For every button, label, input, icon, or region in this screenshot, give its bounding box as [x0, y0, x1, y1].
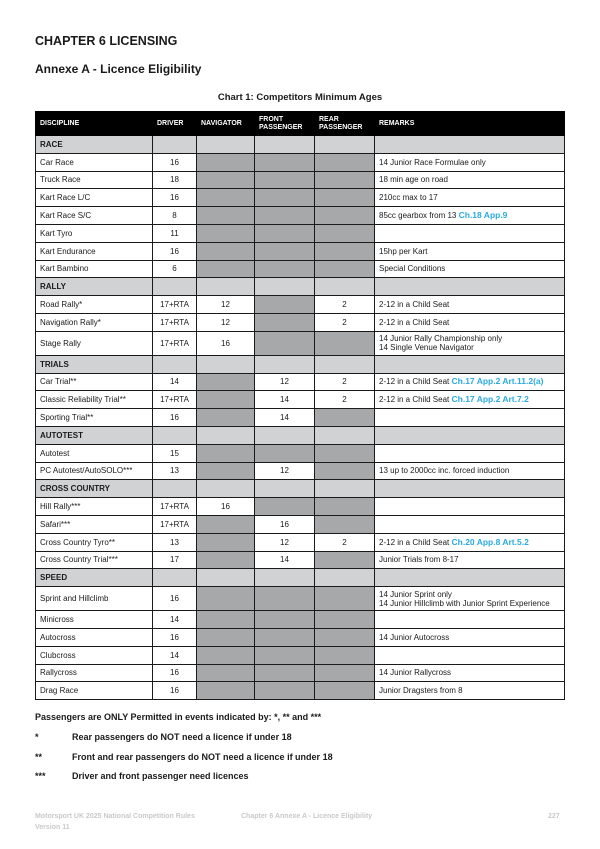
navigator-cell-not-applicable: [197, 224, 255, 242]
front-passenger-cell-not-applicable: [255, 444, 315, 462]
section-empty-cell: [375, 278, 565, 296]
section-empty-cell: [315, 426, 375, 444]
note-text: Front and rear passengers do NOT need a licence if under 18: [72, 752, 333, 762]
navigator-cell-not-applicable: [197, 682, 255, 700]
rear-passenger-cell-not-applicable: [315, 646, 375, 664]
section-empty-cell: [197, 278, 255, 296]
table-row: [36, 515, 565, 533]
rear-passenger-cell-not-applicable: [315, 498, 375, 516]
navigator-cell-not-applicable: [197, 664, 255, 682]
remarks-cell: [375, 224, 565, 242]
table-row: [36, 224, 565, 242]
remarks-cell: [375, 587, 565, 611]
note-item: [35, 771, 249, 781]
navigator-cell-not-applicable: [197, 409, 255, 427]
discipline-cell: PC Autotest/AutoSOLO***: [36, 462, 153, 480]
remarks-text: 15hp per Kart: [379, 246, 428, 256]
table-row: [36, 296, 565, 314]
navigator-cell-not-applicable: [197, 171, 255, 189]
navigator-cell-not-applicable: [197, 646, 255, 664]
section-empty-cell: [255, 480, 315, 498]
discipline-cell: Truck Race: [36, 171, 153, 189]
note-text: Rear passengers do NOT need a licence if under 18: [72, 732, 292, 742]
remarks-cell: [375, 391, 565, 409]
navigator-cell-not-applicable: [197, 551, 255, 569]
navigator-cell: 16: [197, 498, 255, 516]
rear-passenger-cell-not-applicable: [315, 444, 375, 462]
discipline-cell: Autocross: [36, 628, 153, 646]
remarks-cell: [375, 331, 565, 355]
notes-heading: Passengers are ONLY Permitted in events indicated by: *, ** and ***: [35, 712, 322, 722]
driver-cell: 16: [153, 242, 197, 260]
discipline-cell: Hill Rally***: [36, 498, 153, 516]
discipline-cell: Sprint and Hillclimb: [36, 587, 153, 611]
remarks-text: 2-12 in a Child Seat: [379, 377, 452, 387]
front-passenger-cell-not-applicable: [255, 628, 315, 646]
table-row: [36, 391, 565, 409]
front-passenger-cell-not-applicable: [255, 153, 315, 171]
rear-passenger-cell-not-applicable: [315, 611, 375, 629]
driver-cell: 11: [153, 224, 197, 242]
table-row: [36, 189, 565, 207]
section-empty-cell: [375, 569, 565, 587]
section-empty-cell: [375, 136, 565, 154]
rear-passenger-cell: 2: [315, 296, 375, 314]
driver-cell: 14: [153, 373, 197, 391]
section-empty-cell: [315, 136, 375, 154]
remarks-cell: [375, 682, 565, 700]
navigator-cell: 16: [197, 331, 255, 355]
navigator-cell-not-applicable: [197, 260, 255, 278]
remarks-line: 14 Junior Hillclimb with Junior Sprint Experience: [379, 598, 550, 608]
navigator-cell-not-applicable: [197, 189, 255, 207]
section-row: [36, 569, 565, 587]
rear-passenger-cell-not-applicable: [315, 628, 375, 646]
navigator-cell-not-applicable: [197, 628, 255, 646]
driver-cell: 16: [153, 628, 197, 646]
remarks-cell: [375, 373, 565, 391]
section-label: RACE: [36, 136, 153, 154]
front-passenger-cell-not-applicable: [255, 224, 315, 242]
rear-passenger-cell: 2: [315, 313, 375, 331]
driver-cell: 14: [153, 646, 197, 664]
table-row: [36, 587, 565, 611]
table-row: [36, 498, 565, 516]
header-remarks: REMARKS: [375, 112, 565, 136]
rear-passenger-cell-not-applicable: [315, 682, 375, 700]
table-row: [36, 682, 565, 700]
driver-cell: 15: [153, 444, 197, 462]
remarks-cell: [375, 171, 565, 189]
section-empty-cell: [315, 278, 375, 296]
discipline-cell: Rallycross: [36, 664, 153, 682]
discipline-cell: Minicross: [36, 611, 153, 629]
rear-passenger-cell-not-applicable: [315, 664, 375, 682]
discipline-cell: Road Rally*: [36, 296, 153, 314]
regulation-reference-link[interactable]: Ch.18 App.9: [458, 210, 508, 221]
discipline-cell: Classic Reliability Trial**: [36, 391, 153, 409]
rear-passenger-cell-not-applicable: [315, 331, 375, 355]
footer-section: Chapter 6 Annexe A - Licence Eligibility: [241, 813, 373, 820]
driver-cell: 17+RTA: [153, 313, 197, 331]
section-empty-cell: [153, 426, 197, 444]
navigator-cell: 12: [197, 296, 255, 314]
rear-passenger-cell-not-applicable: [315, 260, 375, 278]
driver-cell: 17+RTA: [153, 296, 197, 314]
section-empty-cell: [153, 355, 197, 373]
table-row: [36, 409, 565, 427]
table-body: [36, 136, 565, 700]
discipline-cell: Car Race: [36, 153, 153, 171]
section-label: SPEED: [36, 569, 153, 587]
remarks-cell: [375, 207, 565, 225]
front-passenger-cell-not-applicable: [255, 646, 315, 664]
table-row: [36, 444, 565, 462]
remarks-cell: [375, 498, 565, 516]
remarks-cell: [375, 313, 565, 331]
driver-cell: 16: [153, 153, 197, 171]
discipline-cell: Clubcross: [36, 646, 153, 664]
rear-passenger-cell-not-applicable: [315, 462, 375, 480]
header-rear-passenger: [315, 112, 375, 136]
navigator-cell: 12: [197, 313, 255, 331]
note-symbol: ***: [35, 771, 46, 781]
discipline-cell: Navigation Rally*: [36, 313, 153, 331]
rear-passenger-cell-not-applicable: [315, 171, 375, 189]
table-row: [36, 551, 565, 569]
rear-passenger-cell-not-applicable: [315, 207, 375, 225]
front-passenger-cell-not-applicable: [255, 171, 315, 189]
section-empty-cell: [197, 136, 255, 154]
remarks-cell: [375, 664, 565, 682]
table-row: [36, 331, 565, 355]
section-empty-cell: [375, 426, 565, 444]
rear-passenger-cell-not-applicable: [315, 242, 375, 260]
discipline-cell: Kart Race L/C: [36, 189, 153, 207]
navigator-cell-not-applicable: [197, 207, 255, 225]
front-passenger-cell-not-applicable: [255, 498, 315, 516]
rear-passenger-cell-not-applicable: [315, 189, 375, 207]
chart-title: Chart 1: Competitors Minimum Ages: [217, 92, 383, 103]
front-passenger-cell-not-applicable: [255, 611, 315, 629]
section-empty-cell: [375, 355, 565, 373]
driver-cell: 17+RTA: [153, 498, 197, 516]
front-passenger-cell-not-applicable: [255, 313, 315, 331]
discipline-cell: Kart Race S/C: [36, 207, 153, 225]
rear-passenger-cell-not-applicable: [315, 587, 375, 611]
front-passenger-cell: 14: [255, 391, 315, 409]
driver-cell: 17+RTA: [153, 391, 197, 409]
rear-passenger-cell-not-applicable: [315, 409, 375, 427]
regulation-reference-link[interactable]: Ch.20 App.8 Art.5.2: [451, 536, 529, 547]
section-row: [36, 480, 565, 498]
remarks-text: 13 up to 2000cc inc. forced induction: [379, 466, 510, 476]
driver-cell: 8: [153, 207, 197, 225]
chapter-title: CHAPTER 6 LICENSING: [35, 34, 178, 48]
remarks-cell: [375, 260, 565, 278]
regulation-reference-link[interactable]: Ch.17 App.2 Art.11.2(a): [451, 376, 544, 387]
section-row: [36, 426, 565, 444]
header-front-passenger: [255, 112, 315, 136]
remarks-text: Special Conditions: [379, 264, 446, 274]
section-empty-cell: [255, 278, 315, 296]
remarks-text: Junior Trials from 8-17: [379, 555, 459, 565]
driver-cell: 16: [153, 409, 197, 427]
rear-passenger-cell: 2: [315, 533, 375, 551]
driver-cell: 16: [153, 587, 197, 611]
section-label: TRIALS: [36, 355, 153, 373]
front-passenger-cell: 14: [255, 551, 315, 569]
driver-cell: 16: [153, 189, 197, 207]
driver-cell: 6: [153, 260, 197, 278]
table-header-row: [36, 112, 565, 136]
front-passenger-cell-not-applicable: [255, 242, 315, 260]
table-row: [36, 313, 565, 331]
section-empty-cell: [197, 355, 255, 373]
table-row: [36, 646, 565, 664]
table-row: [36, 611, 565, 629]
section-empty-cell: [255, 569, 315, 587]
remarks-cell: [375, 409, 565, 427]
rear-passenger-cell: 2: [315, 391, 375, 409]
footer-publication: [35, 811, 195, 833]
note-item: [35, 732, 292, 742]
header-navigator: NAVIGATOR: [197, 112, 255, 136]
remarks-text: 2-12 in a Child Seat: [379, 317, 450, 327]
front-passenger-cell-not-applicable: [255, 296, 315, 314]
navigator-cell-not-applicable: [197, 373, 255, 391]
remarks-cell: [375, 242, 565, 260]
note-symbol: *: [35, 732, 39, 742]
remarks-cell: [375, 515, 565, 533]
table-row: [36, 153, 565, 171]
section-empty-cell: [153, 480, 197, 498]
remarks-text: 210cc max to 17: [379, 193, 438, 203]
driver-cell: 17+RTA: [153, 515, 197, 533]
front-passenger-cell: 12: [255, 373, 315, 391]
driver-cell: 17+RTA: [153, 331, 197, 355]
driver-cell: 16: [153, 664, 197, 682]
section-empty-cell: [153, 278, 197, 296]
section-empty-cell: [255, 355, 315, 373]
front-passenger-cell-not-applicable: [255, 260, 315, 278]
section-empty-cell: [255, 426, 315, 444]
navigator-cell-not-applicable: [197, 462, 255, 480]
front-passenger-cell-not-applicable: [255, 207, 315, 225]
section-empty-cell: [197, 480, 255, 498]
remarks-line: 14 Junior Sprint only: [379, 589, 452, 599]
navigator-cell-not-applicable: [197, 444, 255, 462]
section-empty-cell: [315, 355, 375, 373]
driver-cell: 13: [153, 533, 197, 551]
remarks-text: 85cc gearbox from 13: [379, 211, 459, 221]
section-label: CROSS COUNTRY: [36, 480, 153, 498]
table-row: [36, 260, 565, 278]
navigator-cell-not-applicable: [197, 153, 255, 171]
discipline-cell: Sporting Trial**: [36, 409, 153, 427]
front-passenger-cell-not-applicable: [255, 331, 315, 355]
remarks-text: 14 Junior Rallycross: [379, 668, 452, 678]
discipline-cell: Safari***: [36, 515, 153, 533]
driver-cell: 13: [153, 462, 197, 480]
driver-cell: 17: [153, 551, 197, 569]
remarks-cell: [375, 611, 565, 629]
navigator-cell-not-applicable: [197, 391, 255, 409]
remarks-text: 14 Junior Autocross: [379, 632, 450, 642]
section-row: [36, 136, 565, 154]
front-passenger-cell: 16: [255, 515, 315, 533]
remarks-cell: [375, 189, 565, 207]
front-passenger-cell-not-applicable: [255, 587, 315, 611]
table-row: [36, 462, 565, 480]
discipline-cell: Stage Rally: [36, 331, 153, 355]
header-rear-passenger-line2: PASSENGER: [319, 123, 363, 131]
discipline-cell: Cross Country Trial***: [36, 551, 153, 569]
remarks-line: 14 Junior Rally Championship only: [379, 334, 503, 344]
header-front-passenger-line2: PASSENGER: [259, 123, 303, 131]
remarks-cell: [375, 533, 565, 551]
front-passenger-cell-not-applicable: [255, 664, 315, 682]
discipline-cell: Autotest: [36, 444, 153, 462]
rear-passenger-cell-not-applicable: [315, 224, 375, 242]
remarks-text: 2-12 in a Child Seat: [379, 537, 452, 547]
remarks-text: 2-12 in a Child Seat: [379, 395, 452, 405]
header-discipline: DISCIPLINE: [36, 112, 153, 136]
header-rear-passenger-line1: REAR: [319, 115, 339, 123]
header-front-passenger-line1: FRONT: [259, 115, 284, 123]
table-row: [36, 533, 565, 551]
remarks-line: 14 Single Venue Navigator: [379, 343, 474, 353]
note-symbol: **: [35, 752, 43, 762]
annexe-title: Annexe A - Licence Eligibility: [35, 62, 202, 76]
driver-cell: 18: [153, 171, 197, 189]
regulation-reference-link[interactable]: Ch.17 App.2 Art.7.2: [451, 394, 529, 405]
remarks-cell: [375, 296, 565, 314]
note-text: Driver and front passenger need licences: [72, 771, 249, 781]
table-row: [36, 664, 565, 682]
section-empty-cell: [315, 569, 375, 587]
remarks-cell: [375, 551, 565, 569]
remarks-text: Junior Dragsters from 8: [379, 686, 463, 696]
section-empty-cell: [153, 569, 197, 587]
discipline-cell: Kart Endurance: [36, 242, 153, 260]
front-passenger-cell: 12: [255, 462, 315, 480]
remarks-text: 14 Junior Race Formulae only: [379, 157, 486, 167]
table-row: [36, 207, 565, 225]
navigator-cell-not-applicable: [197, 611, 255, 629]
remarks-text: 2-12 in a Child Seat: [379, 300, 450, 310]
section-empty-cell: [315, 480, 375, 498]
driver-cell: 14: [153, 611, 197, 629]
remarks-cell: [375, 628, 565, 646]
front-passenger-cell: 14: [255, 409, 315, 427]
table-row: [36, 242, 565, 260]
remarks-cell: [375, 444, 565, 462]
driver-cell: 16: [153, 682, 197, 700]
section-empty-cell: [197, 569, 255, 587]
section-label: RALLY: [36, 278, 153, 296]
navigator-cell-not-applicable: [197, 587, 255, 611]
front-passenger-cell: 12: [255, 533, 315, 551]
front-passenger-cell-not-applicable: [255, 682, 315, 700]
section-empty-cell: [375, 480, 565, 498]
rear-passenger-cell-not-applicable: [315, 551, 375, 569]
section-empty-cell: [197, 426, 255, 444]
table-row: [36, 628, 565, 646]
navigator-cell-not-applicable: [197, 533, 255, 551]
rear-passenger-cell: 2: [315, 373, 375, 391]
discipline-cell: Kart Bambino: [36, 260, 153, 278]
footer-version: Version 11: [35, 824, 70, 831]
front-passenger-cell-not-applicable: [255, 189, 315, 207]
discipline-cell: Drag Race: [36, 682, 153, 700]
section-label: AUTOTEST: [36, 426, 153, 444]
discipline-cell: Car Trial**: [36, 373, 153, 391]
section-empty-cell: [153, 136, 197, 154]
section-row: [36, 355, 565, 373]
discipline-cell: Cross Country Tyro**: [36, 533, 153, 551]
rear-passenger-cell-not-applicable: [315, 515, 375, 533]
remarks-text: 18 min age on road: [379, 175, 448, 185]
table-row: [36, 171, 565, 189]
page-number: 227: [548, 813, 560, 820]
navigator-cell-not-applicable: [197, 242, 255, 260]
table-row: [36, 373, 565, 391]
note-item: [35, 752, 333, 762]
header-driver: DRIVER: [153, 112, 197, 136]
remarks-cell: [375, 462, 565, 480]
navigator-cell-not-applicable: [197, 515, 255, 533]
remarks-cell: [375, 646, 565, 664]
remarks-cell: [375, 153, 565, 171]
section-row: [36, 278, 565, 296]
rear-passenger-cell-not-applicable: [315, 153, 375, 171]
section-empty-cell: [255, 136, 315, 154]
discipline-cell: Kart Tyro: [36, 224, 153, 242]
competitors-minimum-ages-table: [35, 111, 565, 700]
footer-publication-title: Motorsport UK 2025 National Competition Rules: [35, 813, 195, 820]
